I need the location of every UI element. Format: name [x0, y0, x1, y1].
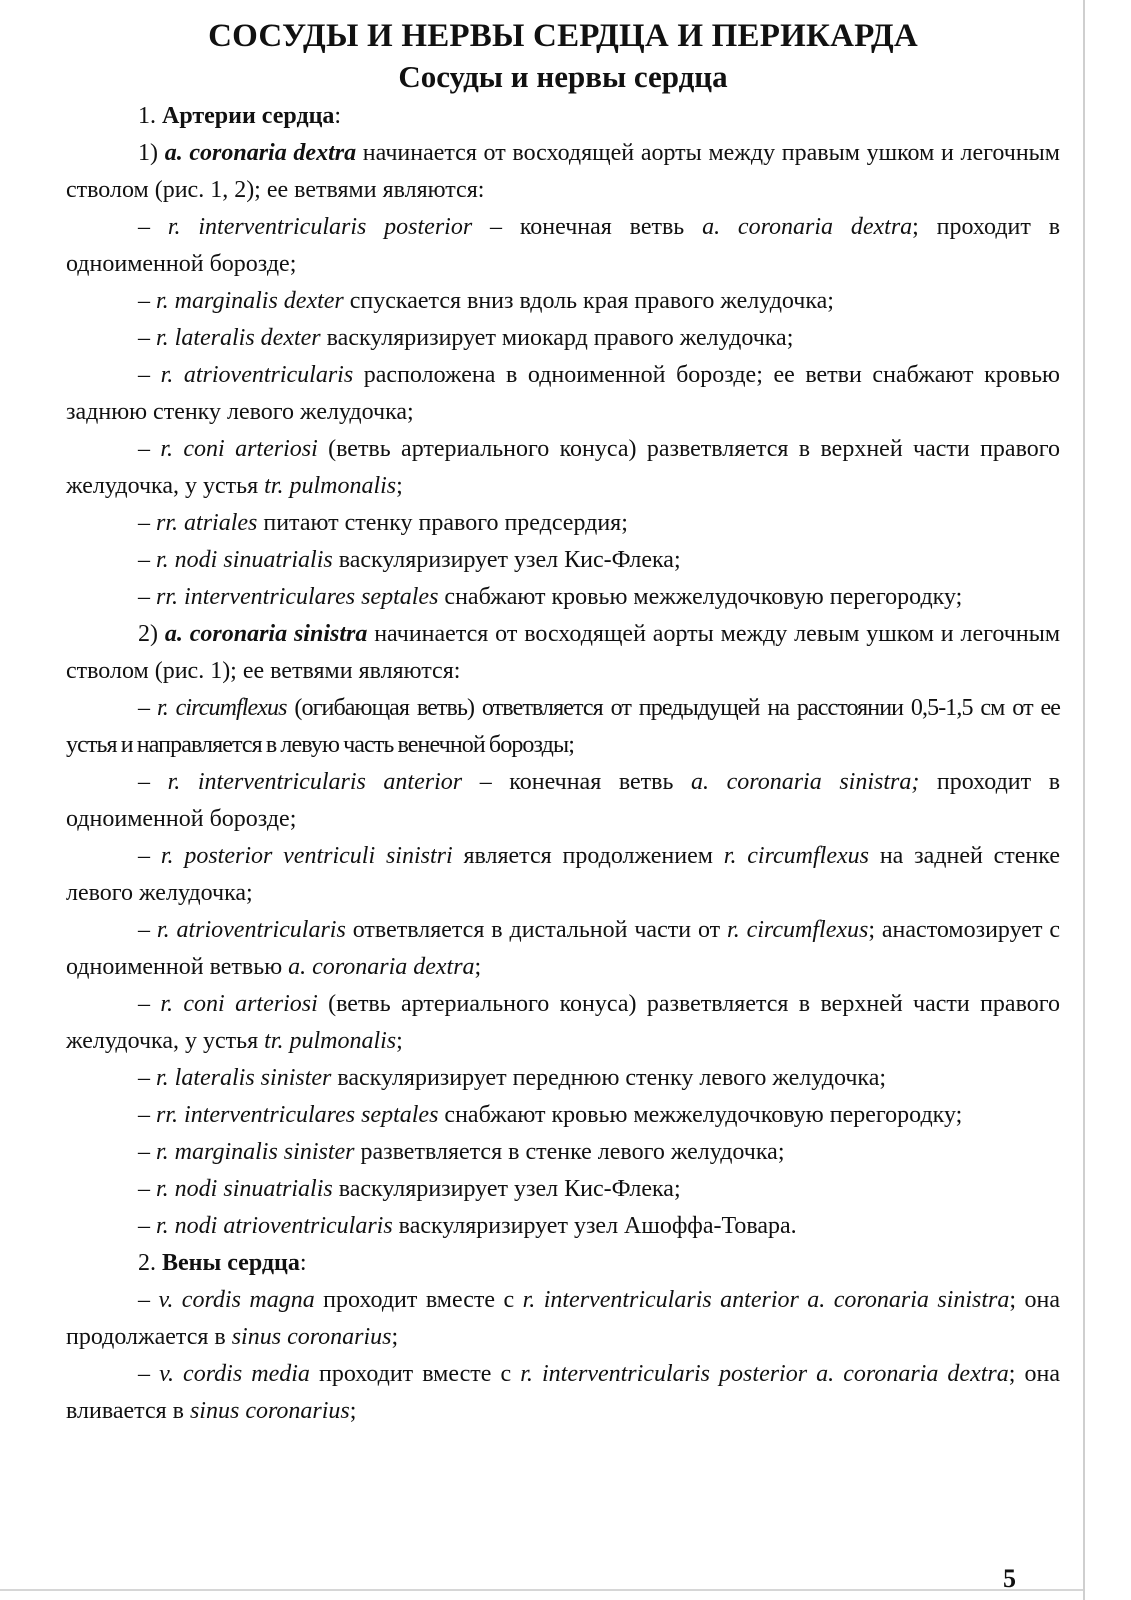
term-run: sinus coronarius: [189, 1398, 350, 1424]
text-run: –: [138, 695, 157, 721]
page-edge-right: [1083, 0, 1085, 1600]
text-run: 2.: [138, 1250, 162, 1276]
term-run: r. atrioventricularis: [160, 362, 354, 388]
text-run: –: [138, 547, 156, 573]
paragraph: [66, 98, 1060, 135]
text-run: 2): [138, 621, 165, 647]
text-run: на задней стенке левого желудочка;: [66, 843, 1060, 906]
paragraph: [66, 1282, 1060, 1356]
term-run: r. nodi sinuatrialis: [156, 1176, 333, 1202]
paragraph: [66, 1171, 1060, 1208]
term-run: r. posterior ventriculi sinistri: [160, 843, 453, 869]
paragraph: [66, 912, 1060, 986]
text-run: снабжают кровью межжелудочковую перегородку;: [438, 584, 963, 610]
term-run: a. coronaria dextra: [288, 954, 475, 980]
paragraph: [66, 1356, 1060, 1430]
text-run: (ветвь артериального конуса) разветвляется в верхней части правого желудочка, у устья: [66, 436, 1060, 499]
paragraph: [66, 579, 1060, 616]
text-run: –: [138, 584, 156, 610]
paragraph: [66, 986, 1060, 1060]
page-number: 5: [1003, 1564, 1016, 1593]
term-run: r. marginalis dexter: [156, 288, 344, 314]
paragraph: [66, 209, 1060, 283]
text-run: проходит в одноименной борозде;: [66, 769, 1061, 832]
text-run: –: [138, 1065, 156, 1091]
section-title: Сосуды и нервы сердца: [398, 59, 728, 94]
text-run: ;: [474, 954, 482, 980]
paragraph: [66, 1208, 1060, 1245]
term-run: r. lateralis sinister: [156, 1065, 332, 1091]
text-run: васкуляризирует узел Кис-Флека;: [332, 1176, 681, 1202]
page-title: СОСУДЫ И НЕРВЫ СЕРДЦА И ПЕРИКАРДА: [208, 18, 918, 54]
term-run: rr. atriales: [156, 510, 258, 536]
text-run: проходит вместе с: [309, 1361, 521, 1387]
paragraph: [66, 505, 1060, 542]
paragraph: [66, 764, 1060, 838]
text-run: васкуляризирует переднюю стенку левого желудочка;: [331, 1065, 887, 1091]
term-run: a. coronaria sinistra: [164, 621, 368, 647]
text-run: :: [299, 1250, 307, 1276]
text-run: 1): [138, 140, 165, 166]
term-run: r. interventricularis posterior a. coronaria dextra: [520, 1361, 1009, 1387]
text-run: начинается от восходящей аорты между левым ушком и легочным стволом (рис. 1); ее ветвями являются:: [66, 621, 1061, 684]
text-run: начинается от восходящей аорты между правым ушком и легочным стволом (рис. 1, 2); ее ветвями являются:: [66, 140, 1060, 203]
term-run: r. interventricularis anterior a. coronaria sinistra: [522, 1287, 1010, 1313]
term-run: Артерии сердца: [162, 103, 335, 129]
text-run: ; проходит в одноименной борозде;: [66, 214, 1061, 277]
text-run: – конечная ветвь: [472, 214, 703, 240]
paragraph: [66, 320, 1060, 357]
term-run: sinus coronarius: [231, 1324, 392, 1350]
text-run: проходит вместе с: [314, 1287, 523, 1313]
paragraph: [66, 1134, 1060, 1171]
document-page: [66, 12, 1061, 1593]
paragraph: [66, 690, 1060, 764]
text-run: –: [138, 843, 161, 869]
text-run: –: [138, 325, 156, 351]
text-run: расположена в одноименной борозде; ее ветви снабжают кровью заднюю стенку левого желудочка;: [66, 362, 1060, 425]
term-run: r. nodi atrioventricularis: [156, 1213, 393, 1239]
text-run: снабжают кровью межжелудочковую перегородку;: [438, 1102, 963, 1128]
term-run: r. coni arteriosi: [160, 991, 318, 1017]
term-run: r. atrioventricularis: [156, 917, 346, 943]
text-run: ;: [349, 1398, 357, 1424]
term-run: v. cordis media: [159, 1361, 310, 1387]
text-run: –: [138, 1176, 156, 1202]
paragraph: [66, 283, 1060, 320]
term-run: r. interventricularis anterior: [167, 769, 463, 795]
paragraph: [66, 838, 1060, 912]
text-run: – конечная ветвь: [462, 769, 692, 795]
text-run: ;: [396, 473, 403, 499]
term-run: a. coronaria dextra: [702, 214, 913, 240]
term-run: r. circumflexus: [723, 843, 869, 869]
text-run: –: [138, 1213, 156, 1239]
text-run: ; она вливается в: [66, 1361, 1060, 1424]
paragraph: [66, 542, 1060, 579]
text-run: васкуляризирует миокард правого желудочка;: [320, 325, 794, 351]
page-edge-bottom: [0, 1589, 1083, 1591]
text-run: :: [334, 103, 342, 129]
text-run: –: [138, 1361, 160, 1387]
term-run: r. lateralis dexter: [156, 325, 321, 351]
text-run: –: [138, 288, 156, 314]
paragraph: [66, 1097, 1060, 1134]
text-run: –: [138, 436, 161, 462]
text-run: –: [138, 769, 168, 795]
text-run: ; она продолжается в: [66, 1287, 1061, 1350]
term-run: r. circumflexus: [727, 917, 869, 943]
paragraph: [66, 135, 1060, 209]
text-run: –: [138, 1102, 156, 1128]
term-run: r. nodi sinuatrialis: [156, 547, 333, 573]
term-run: tr. pulmonalis: [264, 1028, 397, 1054]
term-run: rr. interventriculares septales: [156, 584, 439, 610]
body-text: [66, 98, 1060, 1430]
term-run: tr. pulmonalis: [264, 473, 397, 499]
paragraph: [66, 1060, 1060, 1097]
text-run: –: [138, 991, 161, 1017]
paragraph: [66, 1245, 1060, 1282]
text-run: ответвляется в дистальной части от: [345, 917, 728, 943]
paragraph: [66, 616, 1060, 690]
paragraph: [66, 357, 1060, 431]
paragraph: [66, 431, 1060, 505]
text-run: –: [138, 510, 156, 536]
text-run: разветвляется в стенке левого желудочка;: [354, 1139, 785, 1165]
term-run: r. circumflexus: [156, 695, 287, 721]
text-run: –: [138, 214, 168, 240]
text-run: –: [138, 1139, 156, 1165]
term-run: rr. interventriculares septales: [156, 1102, 439, 1128]
text-run: (огибающая ветвь) ответвляется от предыдущей на расстоянии 0,5-1,5 см от ее устья и направляется в левую часть венечной борозды;: [66, 695, 1060, 758]
term-run: r. coni arteriosi: [160, 436, 318, 462]
text-run: –: [138, 1287, 159, 1313]
text-run: ; анастомозирует с одноименной ветвью: [66, 917, 1060, 980]
term-run: Вены сердца: [162, 1250, 300, 1276]
text-run: ;: [396, 1028, 403, 1054]
text-run: васкуляризирует узел Кис-Флека;: [332, 547, 681, 573]
term-run: r. interventricularis posterior: [167, 214, 473, 240]
text-run: является продолжением: [452, 843, 724, 869]
text-run: васкуляризирует узел Ашоффа-Товара.: [392, 1213, 797, 1239]
text-run: –: [138, 917, 157, 943]
term-run: a. coronaria dextra: [164, 140, 357, 166]
text-run: спускается вниз вдоль края правого желудочка;: [343, 288, 834, 314]
term-run: r. marginalis sinister: [156, 1139, 355, 1165]
text-run: 1.: [138, 103, 162, 129]
text-run: (ветвь артериального конуса) разветвляется в верхней части правого желудочка, у устья: [66, 991, 1060, 1054]
text-run: ;: [391, 1324, 399, 1350]
term-run: a. coronaria sinistra;: [691, 769, 920, 795]
text-run: –: [138, 362, 161, 388]
term-run: v. cordis magna: [158, 1287, 315, 1313]
text-run: питают стенку правого предсердия;: [257, 510, 628, 536]
